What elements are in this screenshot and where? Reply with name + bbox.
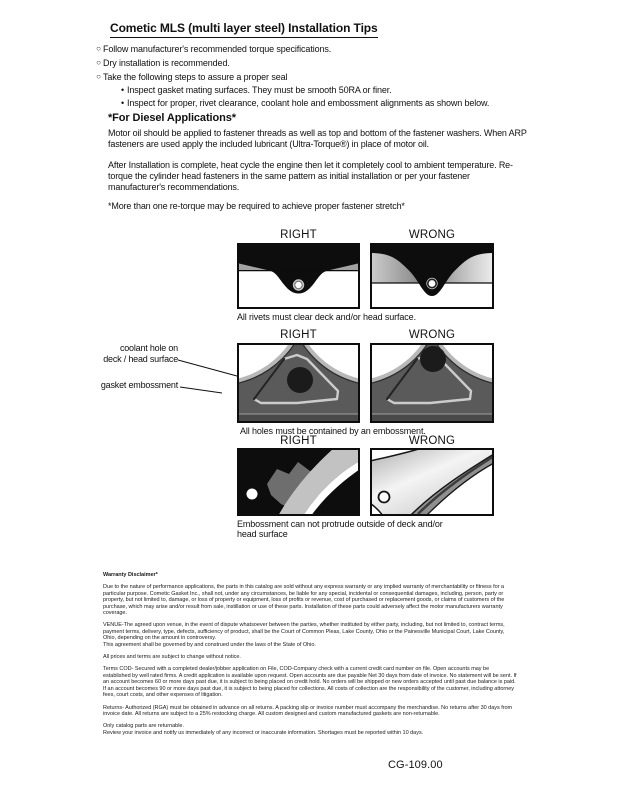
retorque-note: *More than one re-torque may be required to achieve proper fastener stretch* [108, 201, 405, 211]
warranty-line: Only catalog parts are returnable. [103, 723, 184, 730]
coolant-hole-label-line1: coolant hole on [119, 343, 178, 353]
tip-item [94, 56, 534, 70]
figure-label-wrong: WRONG [408, 229, 456, 241]
warranty-paragraph: All prices and terms are subject to change without notice. [103, 654, 241, 661]
coolant-hole-label [78, 343, 178, 364]
installation-tips-list [94, 42, 534, 110]
tip-item [94, 70, 534, 84]
protrusion-right-diagram [237, 448, 360, 516]
warranty-line: VENUE-The agreed upon venue, in the event of dispute whatsoever between the parties, whether instituted by either party, including, but not limited to, contract terms, payment terms, delivery, type, defects, sufficiency of product, shall be the Court of Common Pleas, Lake County, Ohio or the Painesville Municipal Court, Lake County, Ohio, depending on the amount in controversy. [103, 622, 505, 642]
protrusion-wrong-diagram [370, 448, 494, 516]
diesel-heading: *For Diesel Applications* [108, 112, 236, 124]
warranty-line: Review your invoice and notify us immediately of any incorrect or inaccurate information. Shortages must be reported within 10 days. [103, 729, 424, 736]
figure-caption-rivets: All rivets must clear deck and/or head surface. [237, 312, 416, 322]
page-title: Cometic MLS (multi layer steel) Installation Tips [110, 21, 378, 38]
figure-label-wrong: WRONG [408, 435, 456, 447]
warranty-paragraph: Terms COD- Secured with a completed dealer/jobber application on File, COD-Company check with a current credit card number on file. Open accounts may be established by well rated firms. A credit application is available upon request. Open accounts are due payable Net 30 days from date of invoice. No statement will be sent. If an account becomes 60 or more days past due, it is subject to being placed on credit hold. No orders will be shipped or new orders accepted until past due balance is paid. If an account becomes 90 or more days past due, it is subject to being placed for collections. All costs of collection are the responsibility of the customer, including attorney fees, court costs, and other expenses of litigation. [103, 666, 517, 699]
dot-bullet-icon: • [120, 85, 125, 95]
tip-text: Follow manufacturer's recommended torque specifications. [103, 44, 332, 54]
figure-caption-protrusion: Embossment can not protrude outside of deck and/or head surface [237, 519, 443, 539]
tip-item [94, 42, 534, 56]
warranty-paragraph: Due to the nature of performance applications, the parts in this catalog are sold without any express warranty or any implied warranty of merchantability or fitness for a particular purpose. Cometic Gasket Inc., shall not, under any circumstances, be liable for any special, incidental or consequential damages, including, person, party or property, but not limited to, damage, or loss of property or equipment, loss of profits or revenue, cost of purchased or replacement goods, or claims of customers of the purchase, which may arise and/or result from sale, instillation or use of these parts. Installation of these parts could adversely affect the motor manufacturers warranty coverage. [103, 584, 505, 617]
warranty-disclaimer [103, 572, 517, 742]
warranty-line: This agreement shall be governed by and construed under the laws of the State of Ohio. [103, 641, 316, 648]
figure-label-right: RIGHT [280, 435, 317, 447]
tip-text: Dry installation is recommended. [103, 58, 230, 68]
diesel-paragraph: After Installation is complete, heat cycle the engine then let it completely cool to ambient temperature. Re-torque the cylinder head fasteners in the same pattern as initial installation or per your fastener manufacturer's recommendations. [108, 160, 513, 193]
tip-subitem [118, 84, 534, 97]
warranty-paragraph [103, 723, 517, 736]
tip-subitem [118, 97, 534, 110]
tip-text: Take the following steps to assure a proper seal [103, 72, 288, 82]
tip-text: Inspect gasket mating surfaces. They must be smooth 50RA or finer. [127, 85, 392, 95]
diesel-paragraph: Motor oil should be applied to fastener threads as well as top and bottom of the fastener washers. When ARP fasteners are used apply the included lubricant (Ultra-Torque®) in place of motor oil. [108, 128, 527, 150]
figure-label-wrong: WRONG [408, 329, 456, 341]
embossment-label: gasket embossment [100, 380, 178, 390]
circle-bullet-icon: ○ [96, 44, 101, 53]
warranty-paragraph: Returns- Authorized (RGA) must be obtained in advance on all returns. A packing slip or invoice number must accompany the merchandise. No returns after 30 days from invoice date. All returns are subject to a 25% restocking charge. All custom designed and custom manufactured gaskets are non-returnable. [103, 704, 513, 717]
embossment-wrong-diagram [370, 343, 494, 423]
tip-text: Inspect for proper, rivet clearance, coolant hole and embossment alignments as shown below. [127, 98, 490, 108]
dot-bullet-icon: • [120, 98, 125, 108]
rivet-right-diagram [237, 243, 360, 309]
coolant-hole-label-line2: deck / head surface [103, 353, 178, 364]
circle-bullet-icon: ○ [96, 58, 101, 67]
rivet-wrong-diagram [370, 243, 494, 309]
circle-bullet-icon: ○ [96, 72, 101, 81]
warranty-heading: Warranty Disclaimer* [103, 572, 158, 578]
page-code: CG-109.00 [388, 759, 443, 771]
figure-label-right: RIGHT [280, 229, 317, 241]
embossment-right-diagram [237, 343, 360, 423]
warranty-paragraph [103, 622, 517, 648]
figure-caption-holes: All holes must be contained by an embossment. [240, 426, 426, 436]
figure-label-right: RIGHT [280, 329, 317, 341]
